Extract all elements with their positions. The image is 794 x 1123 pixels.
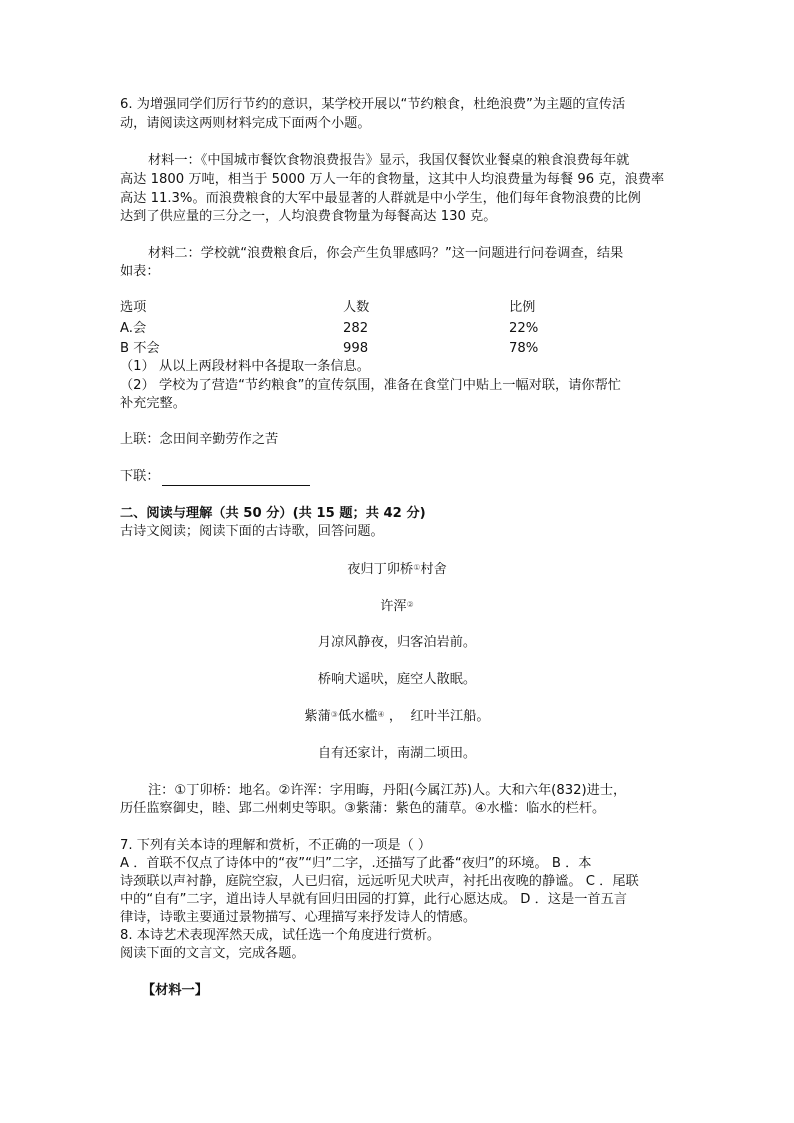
table-cell: 998 bbox=[343, 341, 369, 356]
section2-intro: 古诗文阅读；阅读下面的古诗歌，回答问题。 bbox=[120, 524, 384, 539]
q7-line5: 律诗，诗歌主要通过景物描写、心理描写来抒发诗人的情感。 bbox=[120, 910, 477, 925]
poem-line3 bbox=[0, 708, 794, 726]
section2-heading: 二、阅读与理解（共 50 分）(共 15 题；共 42 分) bbox=[120, 506, 426, 521]
q7-line2: A ．首联不仅点了诗体中的“夜”“归”二字，.还描写了此番“夜归”的环境。 B ．本 bbox=[120, 856, 592, 871]
couplet-lower-label: 下联： bbox=[120, 469, 160, 484]
q8-line2: 阅读下面的文言文，完成各题。 bbox=[120, 946, 305, 961]
poem-line1: 月凉风静夜，归客泊岩前。 bbox=[317, 635, 477, 650]
table-cell: 282 bbox=[343, 321, 369, 336]
notes-line1: 注：①丁卯桥：地名。②许浑：字用晦，丹阳(今属江苏)人。大和六年(832)进士， bbox=[148, 783, 627, 798]
q7-line1: 7. 下列有关本诗的理解和赏析，不正确的一项是（ ） bbox=[120, 838, 432, 853]
poem-line2: 桥响犬遥吠，庭空人散眠。 bbox=[317, 672, 477, 687]
couplet-lower bbox=[120, 468, 310, 486]
material2-line2: 如表： bbox=[120, 264, 160, 279]
q6-sub1: （1） 从以上两段材料中各提取一条信息。 bbox=[120, 359, 370, 374]
note-marker: ① bbox=[413, 563, 421, 572]
poem-line3-c: ， 红叶半江船。 bbox=[384, 709, 490, 724]
table-header-option: 选项 bbox=[120, 300, 147, 315]
poem-title-a: 夜归丁卯桥 bbox=[347, 562, 414, 577]
poem-line3-a: 紫蒲 bbox=[304, 709, 331, 724]
poem-author-name: 许浑 bbox=[380, 599, 407, 614]
material1-line2: 高达 1800 万吨，相当于 5000 万人一年的食物量，这其中人均浪费量为每餐 96 克，浪费率 bbox=[120, 172, 665, 187]
couplet-lower-blank[interactable] bbox=[162, 471, 310, 486]
material1-heading: 【材料一】 bbox=[142, 983, 208, 998]
table-cell: 78% bbox=[509, 341, 539, 356]
notes-line2: 历任监察御史，睦、郢二州刺史等职。③紫蒲：紫色的蒲草。④水槛：临水的栏杆。 bbox=[120, 801, 606, 816]
material1-line4: 达到了供应量的三分之一，人均浪费食物量为每餐高达 130 克。 bbox=[120, 209, 497, 224]
note-marker: ④ bbox=[377, 710, 385, 719]
q6-sub2-line1: （2） 学校为了营造“节约粮食”的宣传氛围，准备在食堂门中贴上一幅对联，请你帮忙 bbox=[120, 378, 621, 393]
material1-line1: 材料一：《中国城市餐饮食物浪费报告》显示，我国仅餐饮业餐桌的粮食浪费每年就 bbox=[148, 153, 630, 168]
q7-line4: 中的“自有”二字，道出诗人早就有回归田园的打算，此行心愿达成。 D ．这是一首五言 bbox=[120, 892, 627, 907]
q6-line2: 动，请阅读这两则材料完成下面两个小题。 bbox=[120, 116, 371, 131]
poem-line3-b: 低水槛 bbox=[337, 709, 378, 724]
poem-title-b: 村舍 bbox=[420, 562, 447, 577]
couplet-upper: 上联：念田间辛勤劳作之苦 bbox=[120, 432, 279, 447]
q6-sub2-line2: 补充完整。 bbox=[120, 396, 186, 411]
table-header-count: 人数 bbox=[343, 300, 370, 315]
poem-line4: 自有还家计，南湖二顷田。 bbox=[317, 746, 477, 761]
note-marker: ② bbox=[406, 600, 414, 609]
q8-line1: 8. 本诗艺术表现浑然天成，试任选一个角度进行赏析。 bbox=[120, 928, 441, 943]
table-cell: 22% bbox=[509, 321, 539, 336]
poem-author bbox=[0, 598, 794, 616]
q7-line3: 诗颈联以声衬静，庭院空寂，人已归宿，远远听见犬吠声，衬托出夜晚的静谧。 C ．尾联 bbox=[120, 874, 639, 889]
note-marker: ③ bbox=[330, 710, 338, 719]
material2-line1: 材料二：学校就“浪费粮食后，你会产生负罪感吗？”这一问题进行问卷调查，结果 bbox=[148, 246, 624, 261]
table-cell: B 不会 bbox=[120, 341, 160, 356]
q6-line1: 6. 为增强同学们厉行节约的意识，某学校开展以“节约粮食，杜绝浪费”为主题的宣传活 bbox=[120, 97, 626, 112]
poem-title bbox=[0, 561, 794, 579]
material1-line3: 高达 11.3%。而浪费粮食的大军中最显著的人群就是中小学生，他们每年食物浪费的比例 bbox=[120, 191, 641, 206]
table-cell: A.会 bbox=[120, 321, 147, 336]
table-header-ratio: 比例 bbox=[509, 300, 536, 315]
